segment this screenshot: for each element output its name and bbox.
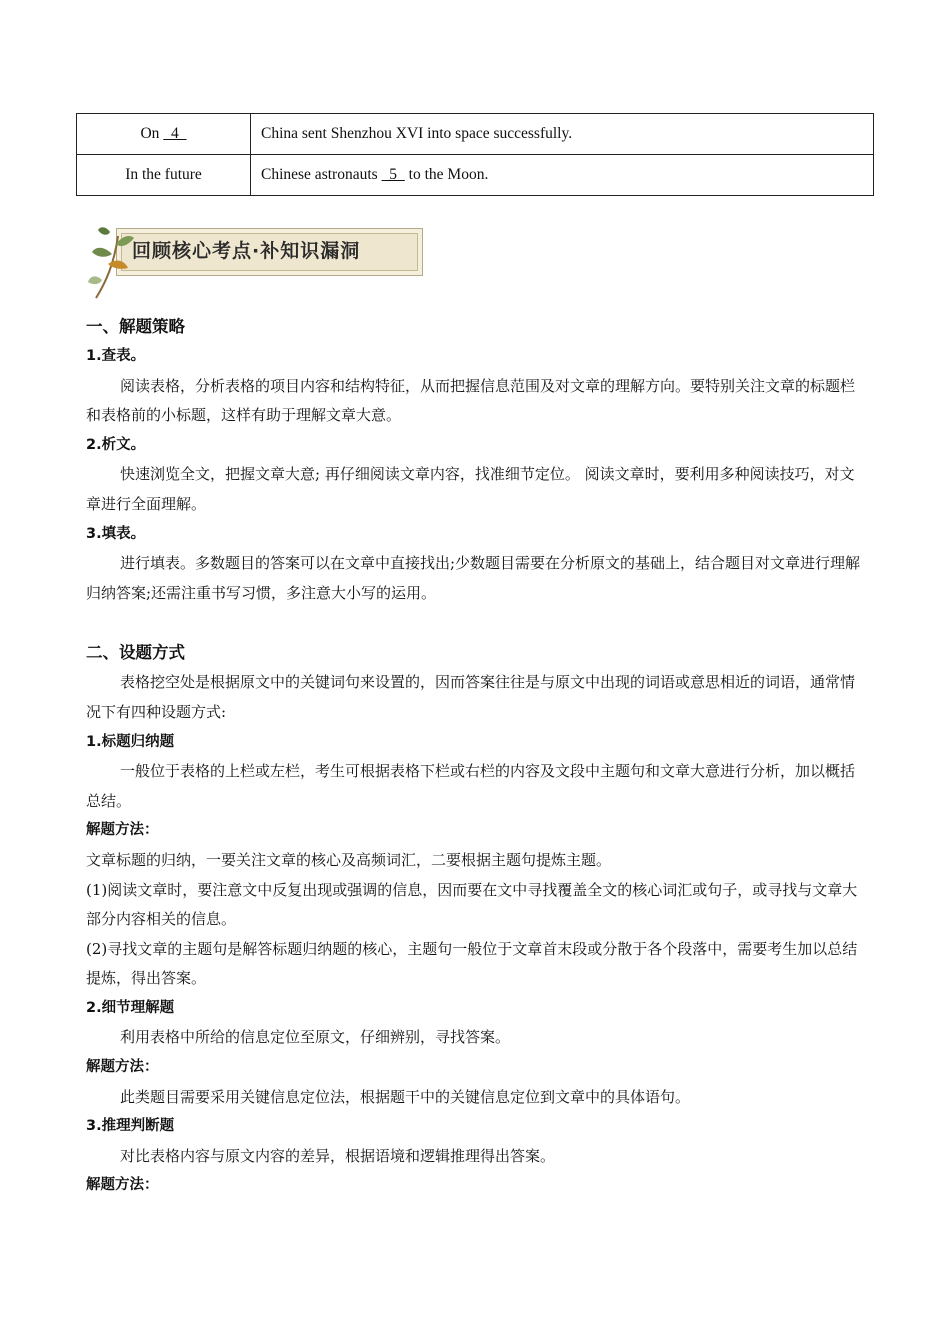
table-row (77, 114, 874, 155)
paragraph: 利用表格中所给的信息定位至原文，仔细辨别，寻找答案。 (120, 1028, 511, 1047)
paragraph: (2)寻找文章的主题句是解答标题归纳题的核心，主题句一般位于文章首末段或分散于各个段落中，需要考生加以总结提炼，得出答案。 (86, 939, 858, 988)
content-text-end: to the Moon. (404, 166, 489, 183)
method-label: 解题方法： (86, 1059, 159, 1076)
content-text: Chinese astronauts (261, 166, 382, 183)
blank-4: 4 (163, 125, 187, 142)
table-cell-content (251, 114, 874, 155)
item-title: 1.查表。 (86, 348, 146, 364)
table-cell-label (77, 155, 251, 196)
paragraph: 进行填表。多数题目的答案可以在文章中直接找出;少数题目需要在分析原文的基础上，结合题目对文章进行理解归纳答案;还需注重书写习惯，多注意大小写的运用。 (86, 554, 861, 602)
paragraph: 快速浏览全文，把握文章大意; 再仔细阅读文章内容，找准细节定位。 阅读文章时，要利用多种阅读技巧，对文章进行全面理解。 (86, 465, 855, 513)
item-title: 2.析文。 (86, 436, 146, 453)
paragraph: 表格挖空处是根据原文中的关键词句来设置的，因而答案往往是与原文中出现的词语或意思相近的词语，通常情况下有四种设题方式: (86, 673, 856, 721)
spacer (86, 608, 866, 638)
paragraph: 此类题目需要采用关键信息定位法，根据题干中的关键信息定位到文章中的具体语句。 (120, 1087, 691, 1106)
paragraph: 阅读表格，分析表格的项目内容和结构特征，从而把握信息范围及对文章的理解方向。要特别关注文章的标题栏和表格前的小标题，这样有助于理解文章大意。 (86, 376, 856, 425)
item-title: 3.填表。 (86, 525, 146, 542)
paragraph: 文章标题的归纳，一要关注文章的核心及高频词汇，二要根据主题句提炼主题。 (86, 850, 612, 869)
label-text: On (140, 125, 164, 142)
content-text: China sent Shenzhou XVI into space successfully. (261, 125, 573, 142)
fill-in-table (76, 113, 874, 196)
item-title: 1.标题归纳题 (86, 733, 175, 750)
section-heading: 二、设题方式 (86, 643, 185, 663)
method-label: 解题方法： (86, 1177, 159, 1194)
paragraph: 对比表格内容与原文内容的差异，根据语境和逻辑推理得出答案。 (120, 1146, 556, 1165)
article-body (86, 312, 866, 1201)
section-banner (88, 224, 433, 300)
table-row (77, 155, 874, 196)
section-heading: 一、解题策略 (86, 317, 185, 336)
paragraph: (1)阅读文章时，要注意文中反复出现或强调的信息，因而要在文中寻找覆盖全文的核心词汇或句子，或寻找与文章大部分内容相关的信息。 (86, 880, 858, 929)
item-title: 2.细节理解题 (86, 999, 175, 1016)
label-text: In the future (125, 166, 202, 183)
blank-5: 5 (381, 166, 405, 183)
item-title: 3.推理判断题 (86, 1118, 175, 1135)
banner-title: 回顾核心考点·补知识漏洞 (132, 240, 361, 262)
paragraph: 一般位于表格的上栏或左栏，考生可根据表格下栏或右栏的内容及文段中主题句和文章大意进行分析，加以概括总结。 (86, 762, 856, 810)
table-cell-content (251, 155, 874, 196)
method-label: 解题方法： (86, 822, 159, 839)
table-cell-label (77, 114, 251, 155)
